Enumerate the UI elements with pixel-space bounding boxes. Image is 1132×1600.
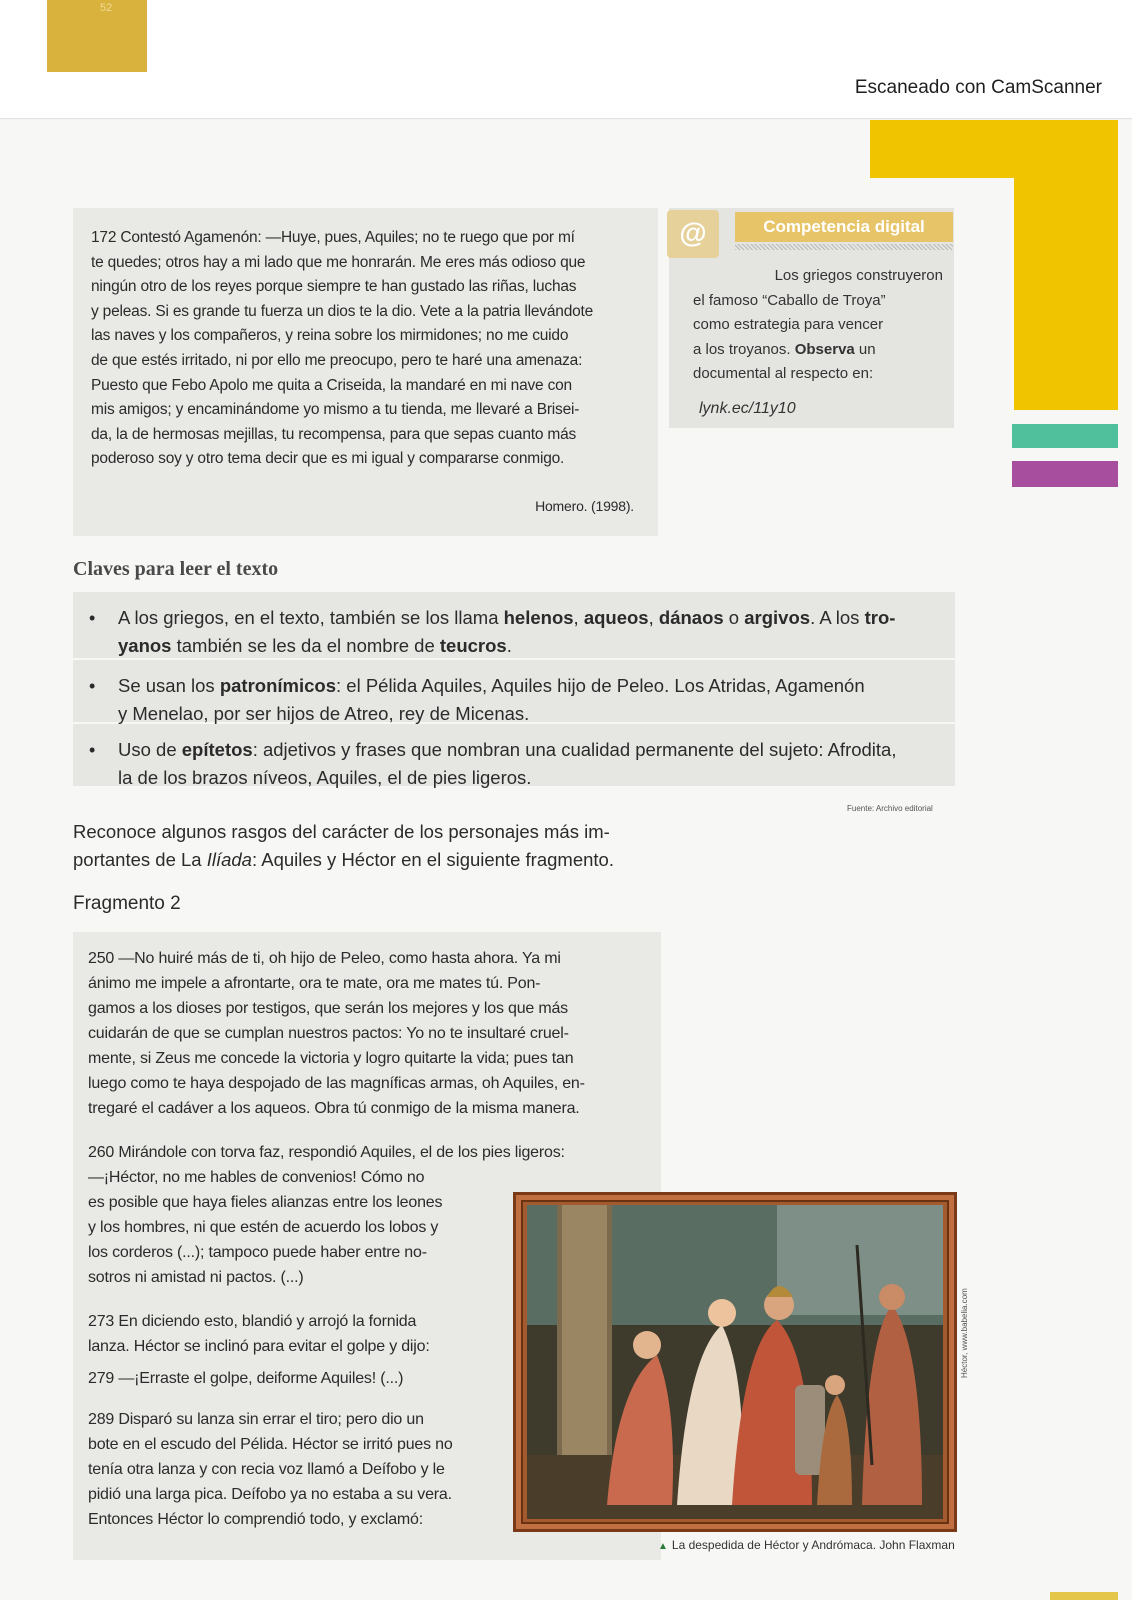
quote-line: de que estés irritado, ni por ello me preocupo, pero te haré una amenaza: bbox=[91, 351, 583, 369]
at-icon: @ bbox=[667, 210, 719, 258]
reading-keys-list bbox=[73, 592, 955, 788]
text-part: . bbox=[506, 635, 512, 656]
quote-line: cuidarán de que se cumplan nuestros pactos: Yo no te insultaré cruel- bbox=[88, 1025, 569, 1042]
painting-image bbox=[513, 1192, 957, 1532]
text-bold: epítetos bbox=[181, 739, 253, 760]
quote-line: y peleas. Si es grande tu fuerza un dios te la dio. Vete a la patria llevándote bbox=[91, 302, 594, 320]
text-part: . A los bbox=[810, 607, 865, 628]
scanner-header bbox=[0, 0, 1132, 119]
quote-line: —¡Héctor, no me hables de convenios! Cómo no bbox=[88, 1169, 425, 1186]
text-part: o bbox=[723, 607, 745, 628]
title-underline bbox=[735, 244, 953, 250]
text-bold: helenos bbox=[503, 607, 574, 628]
quote-line: y los hombres, ni que estén de acuerdo los lobos y bbox=[88, 1219, 439, 1236]
quote-line: tregaré el cadáver a los aqueos. Obra tú conmigo de la misma manera. bbox=[88, 1100, 580, 1117]
text-part: Se usan los bbox=[118, 675, 220, 696]
text-italic: Ilíada bbox=[206, 849, 252, 870]
triangle-icon: ▲ bbox=[658, 1541, 668, 1552]
quote-line: ningún otro de los reyes porque siempre te han gustado las riñas, luchas bbox=[91, 278, 577, 296]
paragraph-260-first: 260 Mirándole con torva faz, respondió Aquiles, el de los pies ligeros: bbox=[88, 1144, 565, 1161]
fragment-title: Fragmento 2 bbox=[73, 893, 181, 914]
text-part: : adjetivos y frases que nombran una cualidad permanente del sujeto: Afrodita, bbox=[252, 739, 897, 760]
quote-fragment-1 bbox=[73, 208, 658, 536]
digital-competence-box bbox=[669, 208, 954, 428]
bullet-icon: • bbox=[89, 740, 96, 760]
quote-line: luego como te haya despojado de las magníficas armas, oh Aquiles, en- bbox=[88, 1075, 585, 1092]
text-part: : Aquiles y Héctor en el siguiente fragmento. bbox=[251, 849, 614, 870]
text-bold: yanos bbox=[118, 635, 172, 656]
key-item bbox=[73, 724, 955, 788]
text-bold: teucros bbox=[439, 635, 507, 656]
digital-text-line: Los griegos construyeron bbox=[774, 267, 943, 284]
quote-line: 273 En diciendo esto, blandió y arrojó la fornida bbox=[88, 1313, 417, 1330]
text-part: a los troyanos. bbox=[693, 340, 795, 358]
paragraph-279: 279 —¡Erraste el golpe, deiforme Aquiles! (...) bbox=[88, 1370, 404, 1387]
decor-purple-stripe bbox=[1012, 461, 1118, 487]
text-part: , bbox=[648, 607, 659, 628]
text-bold: dánaos bbox=[658, 607, 724, 628]
quote-line: 250 —No huiré más de ti, oh hijo de Peleo, como hasta ahora. Ya mi bbox=[88, 950, 561, 967]
intro-line bbox=[73, 846, 663, 874]
text-part: la de los brazos níveos, Aquiles, el de pies ligeros. bbox=[118, 767, 532, 788]
caption-text: La despedida de Héctor y Andrómaca. John Flaxman bbox=[671, 1538, 955, 1552]
text-bold: patronímicos bbox=[219, 675, 336, 696]
decor-bottom-stripe bbox=[1050, 1592, 1118, 1600]
text-part: un bbox=[854, 340, 876, 358]
intro-line: Reconoce algunos rasgos del carácter de los personajes más im- bbox=[73, 821, 610, 842]
image-credit: Héctor, www.babelia.com bbox=[960, 1288, 969, 1378]
key-item bbox=[73, 592, 955, 660]
digital-text-line: documental al respecto en: bbox=[693, 365, 874, 382]
documentary-link[interactable]: lynk.ec/11y10 bbox=[699, 400, 796, 417]
digital-text bbox=[693, 264, 943, 387]
quote-line: sotros ni amistad ni pactos. (...) bbox=[88, 1269, 304, 1286]
digital-text-line: el famoso “Caballo de Troya” bbox=[693, 291, 886, 309]
text-part: Uso de bbox=[118, 739, 182, 760]
text-bold: tro- bbox=[864, 607, 896, 628]
intro-paragraph bbox=[73, 818, 663, 874]
quote-line: 289 Disparó su lanza sin errar el tiro; pero dio un bbox=[88, 1411, 424, 1428]
page-number: 52 bbox=[100, 2, 113, 14]
quote-line: gamos a los dioses por testigos, que serán los mejores y los que más bbox=[88, 1000, 568, 1017]
bullet-icon: • bbox=[89, 608, 96, 628]
quote-line: ánimo me impele a afrontarte, ora te mate, ora me mates tú. Pon- bbox=[88, 975, 541, 992]
quote-line: los corderos (...); tampoco puede haber entre no- bbox=[88, 1244, 427, 1261]
page-tab bbox=[47, 0, 147, 72]
painting-scene bbox=[527, 1205, 943, 1519]
decor-yellow-block bbox=[870, 120, 1020, 178]
digital-text-line: como estrategia para vencer bbox=[693, 316, 884, 333]
bullet-icon: • bbox=[89, 676, 96, 696]
text-part: A los griegos, en el texto, también se los llama bbox=[118, 607, 504, 628]
citation: Homero. (1998). bbox=[535, 498, 634, 514]
quote-line: es posible que haya fieles alianzas entre los leones bbox=[88, 1194, 443, 1211]
paragraph-260 bbox=[88, 1165, 498, 1290]
quote-line: te quedes; otros hay a mi lado que me honrarán. Me eres más odioso que bbox=[91, 253, 586, 271]
paragraph-250 bbox=[88, 946, 648, 1121]
text-part: y Menelao, por ser hijos de Atreo, rey de Micenas. bbox=[118, 703, 530, 724]
text-part: , bbox=[573, 607, 584, 628]
quote-line: 172 Contestó Agamenón: —Huye, pues, Aquiles; no te ruego que por mí bbox=[91, 229, 575, 246]
quote-line: Entonces Héctor lo comprendió todo, y exclamó: bbox=[88, 1511, 423, 1528]
text-part: : el Pélida Aquiles, Aquiles hijo de Peleo. Los Atridas, Agamenón bbox=[336, 675, 865, 696]
text-bold: argivos bbox=[744, 607, 811, 628]
digital-title: Competencia digital bbox=[735, 212, 953, 242]
quote-line: Puesto que Febo Apolo me quita a Criseida, la mandaré en mi nave con bbox=[91, 376, 572, 394]
quote-line: mis amigos; y encaminándome yo mismo a tu tienda, me llevaré a Brisei- bbox=[91, 401, 580, 419]
text-bold: aqueos bbox=[583, 607, 649, 628]
quote-line: tenía otra lanza y con recia voz llamó a Deífobo y le bbox=[88, 1461, 445, 1478]
quote-line: poderoso soy y otro tema decir que es mi igual y compararse conmigo. bbox=[91, 450, 565, 468]
decor-teal-stripe bbox=[1012, 424, 1118, 448]
image-caption bbox=[658, 1538, 955, 1552]
quote-line: lanza. Héctor se inclinó para evitar el golpe y dijo: bbox=[88, 1338, 430, 1355]
key-item bbox=[73, 660, 955, 724]
text-bold: Observa bbox=[794, 340, 855, 358]
decor-yellow-edge bbox=[1014, 120, 1118, 410]
paragraph-289 bbox=[88, 1407, 498, 1532]
quote-line: mente, si Zeus me concede la victoria y logro quitarte la vida; pues tan bbox=[88, 1050, 574, 1067]
quote-line: bote en el escudo del Pélida. Héctor se irritó pues no bbox=[88, 1436, 453, 1453]
quote-line: da, la de hermosas mejillas, tu recompensa, para que sepas cuanto más bbox=[91, 425, 577, 443]
quote-line: pidió una larga pica. Deífobo ya no estaba a su vera. bbox=[88, 1486, 452, 1503]
section-title: Claves para leer el texto bbox=[73, 558, 279, 580]
paragraph-273 bbox=[88, 1309, 498, 1359]
text-part: también se les da el nombre de bbox=[171, 635, 440, 656]
quote-line: las naves y los compañeros, y reina sobre los mirmidones; no me cuido bbox=[91, 327, 569, 345]
source-note: Fuente: Archivo editorial bbox=[847, 804, 933, 813]
scanner-label: Escaneado con CamScanner bbox=[854, 77, 1102, 98]
text-part: portantes de La bbox=[73, 849, 207, 870]
digital-text-line bbox=[693, 338, 943, 363]
